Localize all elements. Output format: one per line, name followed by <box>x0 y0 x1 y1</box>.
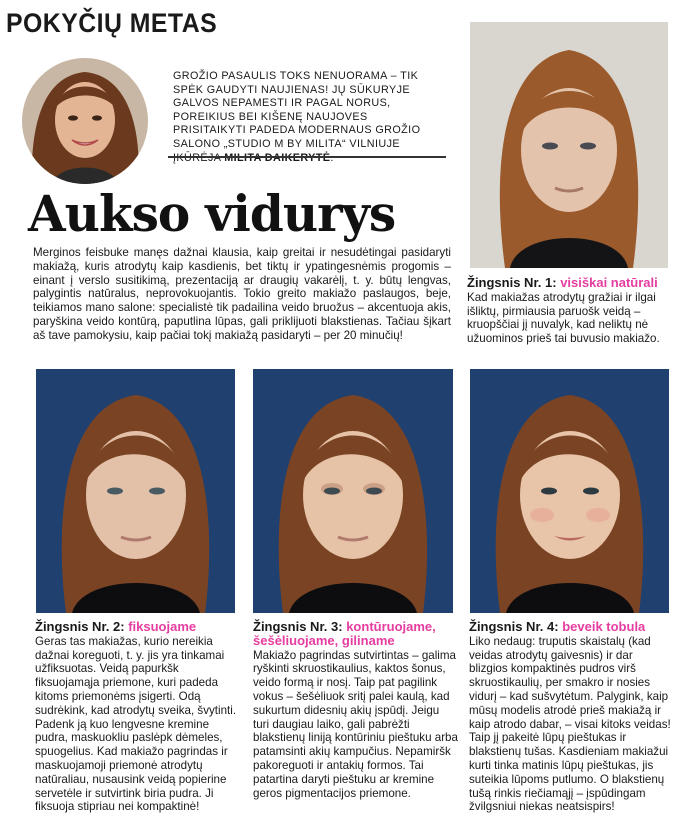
step-1-photo <box>470 22 668 268</box>
step-1-heading <box>467 276 672 290</box>
step-4-label: Žingsnis Nr. 4: <box>469 619 559 634</box>
section-title: POKYČIŲ METAS <box>6 8 218 38</box>
step-3-caption <box>253 620 458 800</box>
step-2-photo <box>36 369 235 613</box>
step-1-label: Žingsnis Nr. 1: <box>467 275 557 290</box>
step-2-title: fiksuojame <box>128 619 197 634</box>
step-3-photo <box>253 369 453 613</box>
step-1-text: Kad makiažas atrodytų gražiai ir ilgai išliktų, pirmiausia paruošk veidą – kruopščiai jį nuvalyk, kad neliktų nė užuominos prieš tai buvusio makiažo. <box>467 290 660 346</box>
step-1-title: visiškai natūrali <box>560 275 658 290</box>
step-2-text: Geras tas makiažas, kurio nereikia dažnai koreguoti, t. y. jis yra tinkamai užfiksuotas. Veidą papurkšk fiksuojamąja priemone, kuri padeda kitoms priemonėms įsigerti. Odą sudrėkink, kad atrodytų sveika, švytinti. Padenk ją kuo lengvesne kremine pudra, maskuokliu paslėpk dėmeles, spuogelius. Kad makiažo pagrindas ir maskuojamoji priemonė atrodytų natūraliau, nusausink veidą popierine servetėle ir sutvirtink biria pudra. Ji fiksuoja stipriau nei kompaktinė! <box>35 634 237 814</box>
intro-body: GROŽIO PASAULIS TOKS NENUORAMA – TIK SPĖK GAUDYTI NAUJIENAS! JŲ SŪKURYJE GALVOS NEPAMESTI IR PAGAL NORUS, POREIKIUS BEI KIŠENĘ NAUJOVES PRISITAIKYTI PADEDA MODERNAUS GROŽIO SALONO „STUDIO M BY MILITA“ VILNIUJE <box>173 70 421 150</box>
step-3-heading <box>253 620 458 648</box>
step-1-caption <box>467 276 672 346</box>
step-2-heading <box>35 620 240 634</box>
step-4-title: beveik tobula <box>562 619 646 634</box>
step-3-label: Žingsnis Nr. 3: <box>253 619 343 634</box>
step-4-caption <box>469 620 674 814</box>
step-2-caption <box>35 620 240 814</box>
article-headline: Aukso vidurys <box>28 184 396 243</box>
intro-divider <box>168 156 446 158</box>
article-lead: Merginos feisbuke manęs dažnai klausia, kaip greitai ir nesudėtingai pasidaryti makiažą, kuris atrodytų kaip kasdienis, bet tiktų ir ypatingesnėmis progomis – einant į verslo susitikimą, prezentaciją ar draugių vakarėlį, t. y. būtų lengvas, palygintis natūralus, neprovokuojantis. Tokio greito makiažo paslaugos, beje, teikiamos mano salone: specialistė tik padailina veido bruožus – akcentuoja akis, paryškina veido kontūrą, paputlina lūpas, gali priklijuoti blakstienas. Tačiau šįkart aš tave pamokysiu, kaip pačiai tokį makiažą pasidaryti – per 20 minučių! <box>33 246 451 342</box>
author-avatar <box>22 58 148 184</box>
step-2-label: Žingsnis Nr. 2: <box>35 619 125 634</box>
step-4-photo <box>470 369 669 613</box>
step-3-text: Makiažo pagrindas sutvirtintas – galima ryškinti skruostikaulius, kaktos šonus, veido formą ir nosį. Taip pat pagilink vokus – šešėliuok sritį palei kaulą, kad sukurtum didesnių akių įspūdį. Jeigu turi daugiau laiko, gali pabrėžti blakstienų liniją kontūriniu pieštuku arba patamsinti akių kampučius. Nepamiršk pakoreguoti ir antakių formos. Tai patartina daryti pieštuku ar kremine geros pigmentacijos priemone. <box>253 648 458 800</box>
step-4-heading <box>469 620 674 634</box>
step-3-title: kontūruojame, šešėliuojame, giliname <box>253 619 436 648</box>
intro-text <box>173 70 428 165</box>
step-4-text: Liko nedaug: truputis skaistalų (kad veidas atrodytų gaivesnis) ir dar blizgios kompaktinės pudros virš skruostikaulių, per smakro ir nosies vidurį – kad sušvytėtum. Palygink, kaip mūsų modelis atrodė prieš makiažą ir kaip atrodo dabar, – visai kitoks veidas! Taip jį pakeitė lūpų pieštukas ir blakstienų tušas. Kasdieniam makiažui kurti tinka matinis lūpų pieštukas, jis suteikia lūpoms putlumo. O blakstienų tušą rinkis riečiamąjį – įspūdingam žvilgsniui niekas neatsispirs! <box>469 634 671 814</box>
